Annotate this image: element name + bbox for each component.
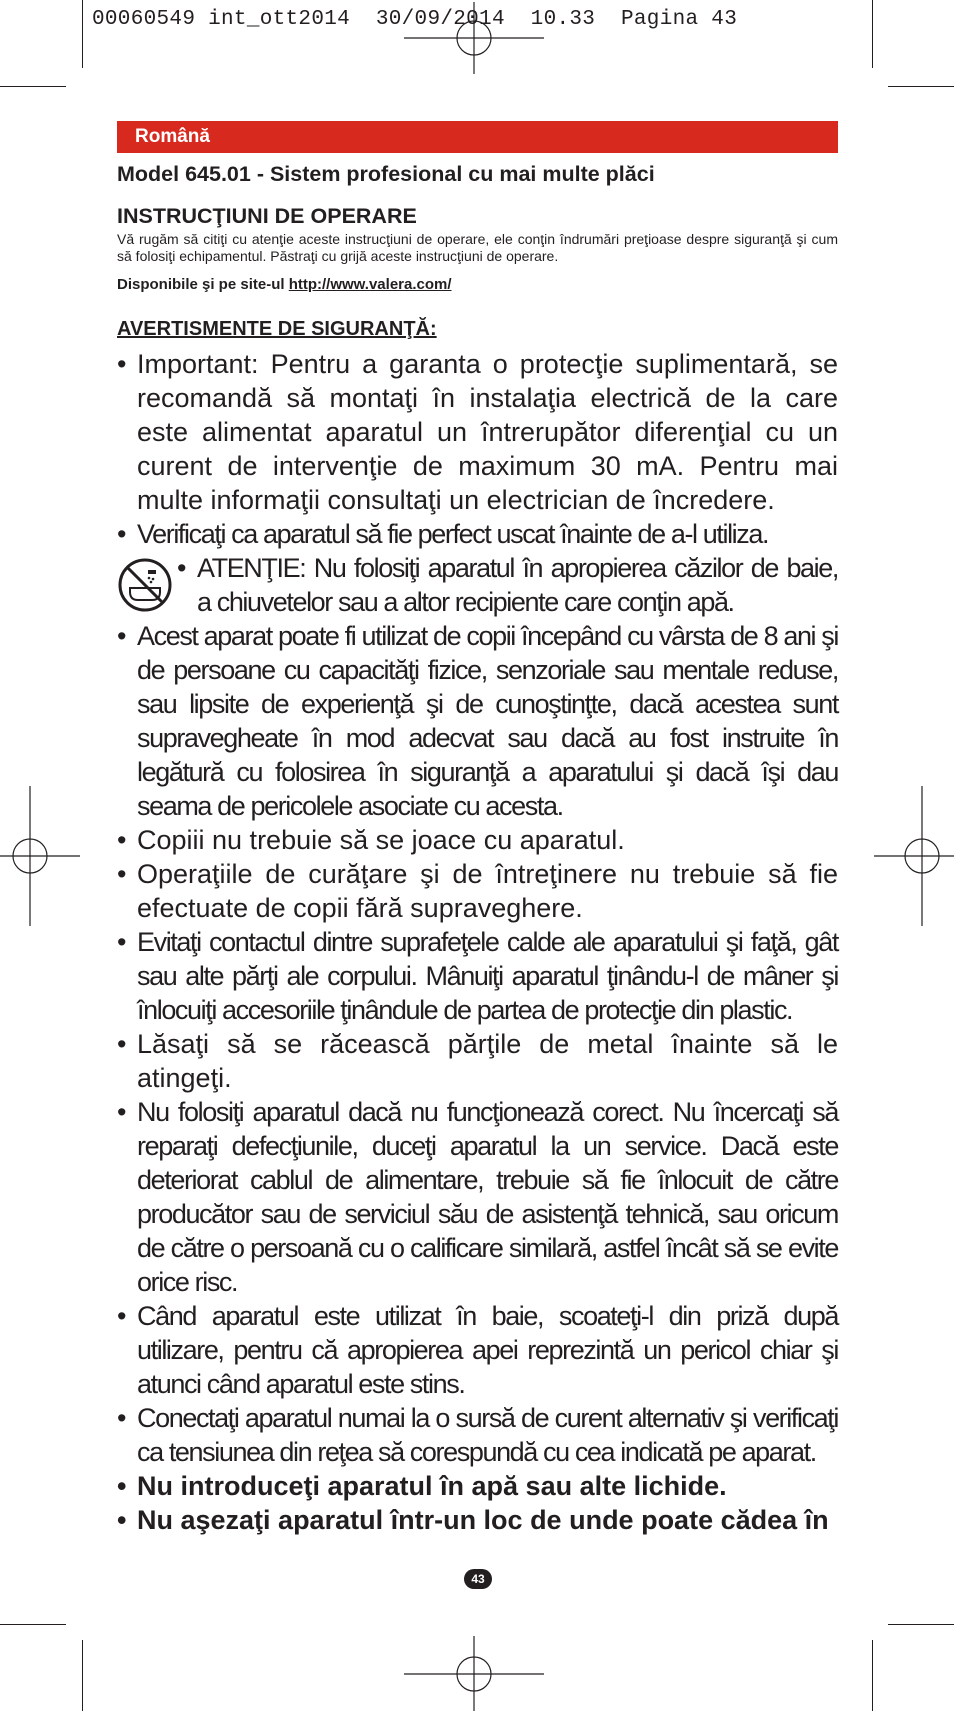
list-item-bold: [117, 1503, 838, 1537]
model-title: Model 645.01 - Sistem profesional cu mai multe plăci: [117, 162, 655, 186]
list-item-warning: [117, 551, 838, 619]
bullet: •: [177, 553, 186, 583]
crop-mark: [0, 1624, 66, 1625]
crop-mark: [872, 0, 873, 68]
crop-mark: [0, 86, 66, 87]
bullet: •: [117, 825, 127, 855]
no-bathtub-icon: [117, 557, 173, 613]
list-item: [117, 1401, 838, 1469]
list-item: [117, 1095, 838, 1299]
list-item: [117, 823, 838, 857]
print-header: 00060549 int_ott2014 30/09/2014 10.33 Pagina 43: [92, 8, 738, 31]
crop-mark: [872, 1640, 873, 1711]
site-label: Disponibile şi pe site-ul: [117, 276, 285, 293]
list-item-text: Copiii nu trebuie să se joace cu aparatul.: [137, 825, 625, 855]
list-item-bold: [117, 1469, 838, 1503]
crop-mark: [888, 1624, 954, 1625]
crop-mark: [888, 86, 954, 87]
page-number: 43: [464, 1569, 492, 1589]
crop-mark: [82, 0, 83, 68]
list-item: [117, 857, 838, 925]
instructions-title: INSTRUCŢIUNI DE OPERARE: [117, 204, 417, 228]
list-item: [117, 1027, 838, 1095]
list-item-text: Verificaţi ca aparatul să fie perfect uscat înainte de a-l utiliza.: [137, 519, 769, 549]
list-item: [117, 517, 838, 551]
list-item-text: Evitaţi contactul dintre suprafeţele calde ale aparatului şi faţă, gât sau alte părţi ale corpului. Mânuiţi aparatul ţinându-l de mâner şi înlocuiţi accesoriile ţinândule de partea de protecţie din plastic.: [137, 927, 838, 1025]
bullet: •: [117, 519, 126, 549]
bullet: •: [117, 1505, 127, 1535]
list-item-text: Nu introduceţi aparatul în apă sau alte lichide.: [137, 1471, 727, 1501]
list-item-text: Lăsaţi să se răcească părţile de metal înainte să le atingeţi.: [137, 1029, 838, 1093]
list-item-text: ATENŢIE: Nu folosiţi aparatul în apropierea căzilor de baie, a chiuvetelor sau a altor recipiente care conţin apă.: [197, 553, 838, 617]
list-item-text: Conectaţi aparatul numai la o sursă de curent alternativ şi verificaţi ca tensiunea din reţea să corespundă cu cea indicată pe aparat.: [137, 1403, 838, 1467]
registration-mark-icon: [404, 2, 544, 82]
bullet: •: [117, 927, 126, 957]
site-line: [117, 276, 452, 293]
list-item-text: Important: Pentru a garanta o protecţie suplimentară, se recomandă să montaţi în instalaţia electrică de la care este alimentat aparatul un întrerupător diferenţial cu un curent de intervenţie de maximum 30 mA. Pentru mai multe informaţii consultaţi un electrician de încredere.: [137, 349, 838, 515]
instructions-text: Vă rugăm să citiţi cu atenţie aceste instrucţiuni de operare, ele conţin îndrumări preţioase despre siguranţă şi cum să folosiţi echipamentul. Păstraţi cu grijă aceste instrucţiuni de operare.: [117, 231, 838, 264]
bullet: •: [117, 621, 126, 651]
warnings-title: AVERTISMENTE DE SIGURANŢĂ:: [117, 318, 437, 340]
site-link[interactable]: http://www.valera.com/: [288, 276, 452, 293]
crop-mark: [82, 1640, 83, 1711]
registration-mark-icon: [404, 1636, 544, 1711]
list-item-text: Când aparatul este utilizat în baie, scoateţi-l din priză după utilizare, pentru că apropierea apei reprezintă un pericol chiar şi atunci când aparatul este stins.: [137, 1301, 838, 1399]
list-item-text: Operaţiile de curăţare şi de întreţinere nu trebuie să fie efectuate de copii fără supraveghere.: [137, 859, 838, 923]
bullet: •: [117, 1301, 126, 1331]
bullet: •: [117, 1029, 127, 1059]
list-item: [117, 925, 838, 1027]
bullet: •: [117, 349, 127, 379]
list-item-text: Acest aparat poate fi utilizat de copii începând cu vârsta de 8 ani şi de persoane cu capacităţi fizice, senzoriale sau mentale reduse, sau lipsite de experienţă şi de cunoştinţte, dacă acestea sunt supravegheate în mod adecvat sau dacă au fost instruite în legătură cu folosirea în siguranţă a aparatului şi dacă îşi dau seama de pericolele asociate cu acesta.: [137, 621, 838, 821]
list-item-text: Nu aşezaţi aparatul într-un loc de unde poate cădea în: [137, 1505, 829, 1535]
list-item: [117, 619, 838, 823]
bullet: •: [117, 1097, 126, 1127]
bullet: •: [117, 859, 127, 889]
bullet: •: [117, 1471, 127, 1501]
list-item: [117, 1299, 838, 1401]
list-item: [117, 347, 838, 517]
registration-mark-icon: [0, 786, 80, 926]
registration-mark-icon: [874, 786, 954, 926]
language-bar: Română: [117, 121, 838, 153]
list-item-text: Nu folosiţi aparatul dacă nu funcţionează corect. Nu încercaţi să reparaţi defecţiunile, duceţi aparatul la un service. Dacă este deteriorat cablul de alimentare, trebuie să fie înlocuit de către producător sau de serviciul său de asistenţă tehnică, sau oricum de către o persoană cu o calificare similară, astfel încât să se evite orice risc.: [137, 1097, 838, 1297]
bullet: •: [117, 1403, 126, 1433]
warnings-list: [117, 347, 838, 1537]
